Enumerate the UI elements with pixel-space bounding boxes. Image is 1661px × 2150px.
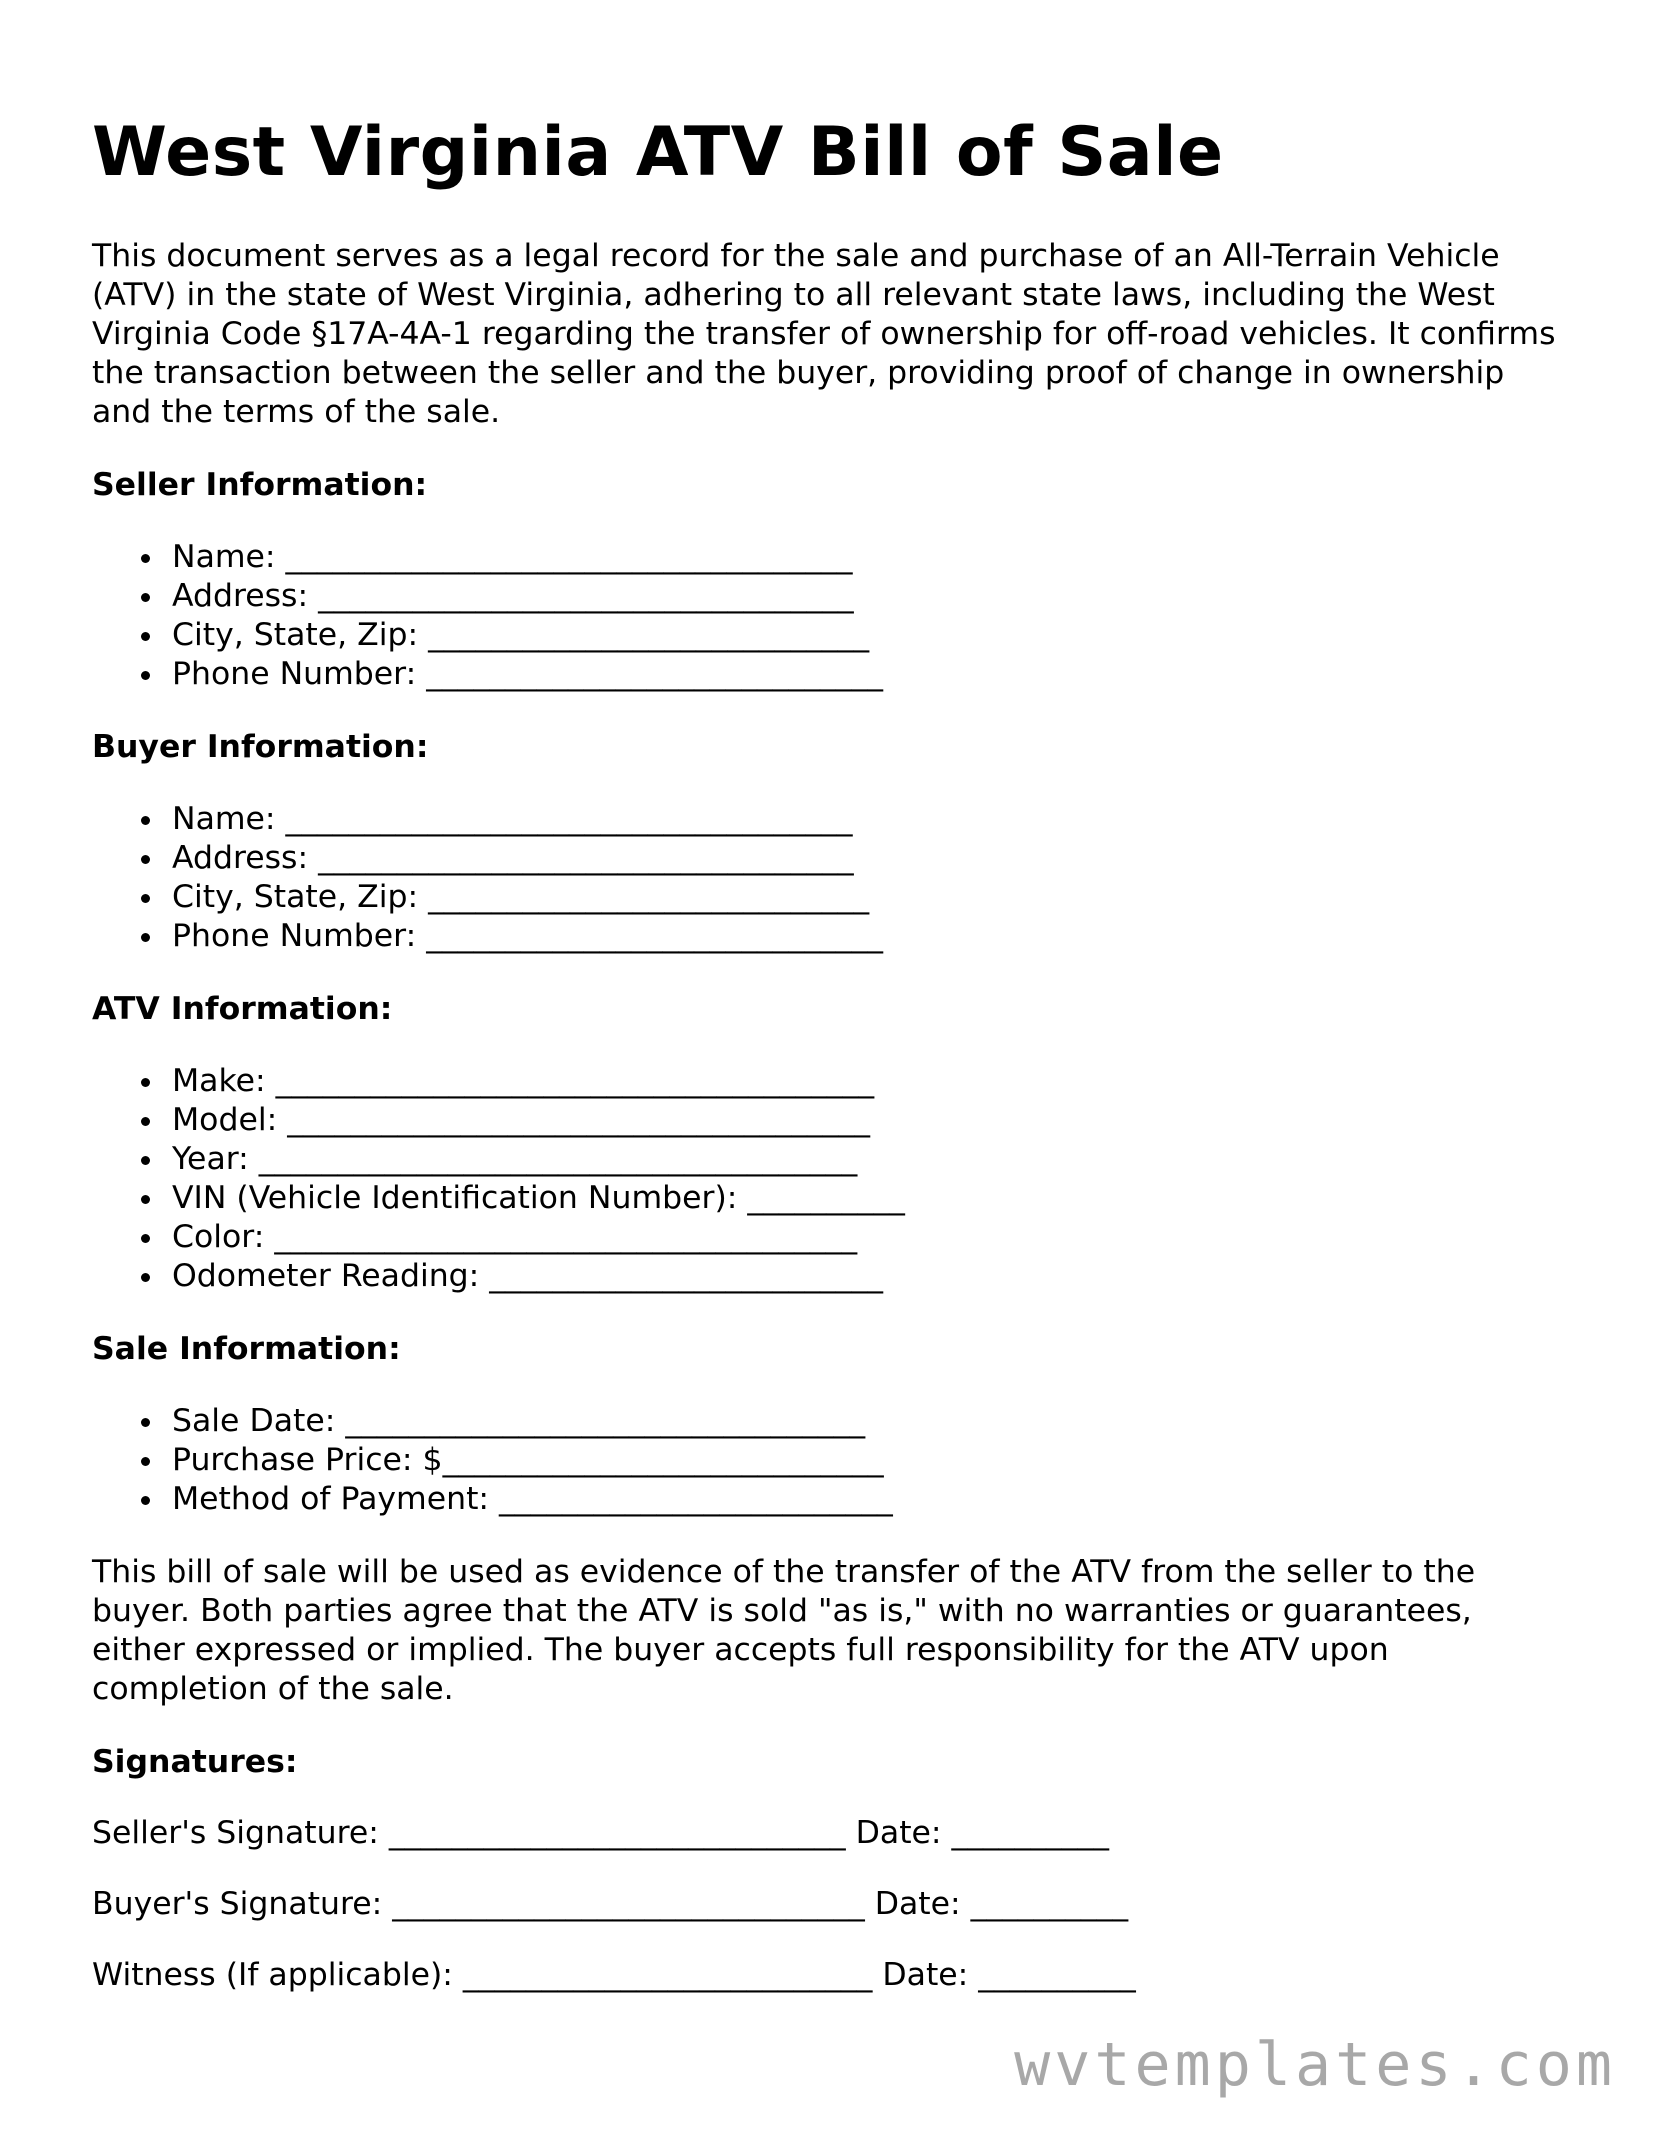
sale-fields-list xyxy=(92,1402,1592,1519)
payment-method-field[interactable]: Method of Payment: _________________________ xyxy=(172,1480,1592,1519)
atv-odometer-field[interactable]: Odometer Reading: _________________________ xyxy=(172,1257,1592,1296)
atv-vin-field[interactable]: VIN (Vehicle Identification Number): __________ xyxy=(172,1179,1592,1218)
seller-section-heading: Seller Information: xyxy=(92,467,428,503)
sale-section-heading: Sale Information: xyxy=(92,1331,401,1367)
buyer-phone-field[interactable]: Phone Number: _____________________________ xyxy=(172,917,1592,956)
seller-address-field[interactable]: Address: __________________________________ xyxy=(172,577,1592,616)
atv-section-heading: ATV Information: xyxy=(92,991,393,1027)
seller-name-field[interactable]: Name: ____________________________________ xyxy=(172,538,1592,577)
document-page xyxy=(92,112,1592,1995)
seller-city-state-zip-field[interactable]: City, State, Zip: ____________________________ xyxy=(172,616,1592,655)
closing-paragraph: This bill of sale will be used as evidence of the transfer of the ATV from the seller to the buyer. Both parties agree that the ATV is sold "as is," with no warranties or guarantees, either expressed or implied. The buyer accepts full responsibility for the ATV upon completion of the sale. xyxy=(92,1554,1476,1707)
atv-make-field[interactable]: Make: ______________________________________ xyxy=(172,1062,1592,1101)
buyer-city-state-zip-field[interactable]: City, State, Zip: ____________________________ xyxy=(172,878,1592,917)
buyer-address-field[interactable]: Address: __________________________________ xyxy=(172,839,1592,878)
buyer-signature-line[interactable]: Buyer's Signature: ______________________________ Date: __________ xyxy=(92,1886,1129,1922)
buyer-fields-list xyxy=(92,800,1592,956)
seller-fields-list xyxy=(92,538,1592,694)
witness-signature-line[interactable]: Witness (If applicable): __________________________ Date: __________ xyxy=(92,1957,1136,1993)
buyer-section-heading: Buyer Information: xyxy=(92,729,429,765)
atv-model-field[interactable]: Model: _____________________________________ xyxy=(172,1101,1592,1140)
intro-paragraph: This document serves as a legal record for the sale and purchase of an All-Terrain Vehicle (ATV) in the state of West Virginia, adhering to all relevant state laws, including the West Virginia Code §17A-4A-1 regarding the transfer of ownership for off-road vehicles. It confirms the transaction between the seller and the buyer, providing proof of change in ownership and the terms of the sale. xyxy=(92,238,1556,430)
atv-year-field[interactable]: Year: ______________________________________ xyxy=(172,1140,1592,1179)
page-title: West Virginia ATV Bill of Sale xyxy=(92,113,1224,192)
signatures-section-heading: Signatures: xyxy=(92,1744,298,1780)
watermark: wvtemplates.com xyxy=(1014,2030,1616,2100)
seller-phone-field[interactable]: Phone Number: _____________________________ xyxy=(172,655,1592,694)
buyer-name-field[interactable]: Name: ____________________________________ xyxy=(172,800,1592,839)
purchase-price-field[interactable]: Purchase Price: $____________________________ xyxy=(172,1441,1592,1480)
atv-color-field[interactable]: Color: _____________________________________ xyxy=(172,1218,1592,1257)
sale-date-field[interactable]: Sale Date: _________________________________ xyxy=(172,1402,1592,1441)
atv-fields-list xyxy=(92,1062,1592,1296)
seller-signature-line[interactable]: Seller's Signature: _____________________________ Date: __________ xyxy=(92,1815,1110,1851)
